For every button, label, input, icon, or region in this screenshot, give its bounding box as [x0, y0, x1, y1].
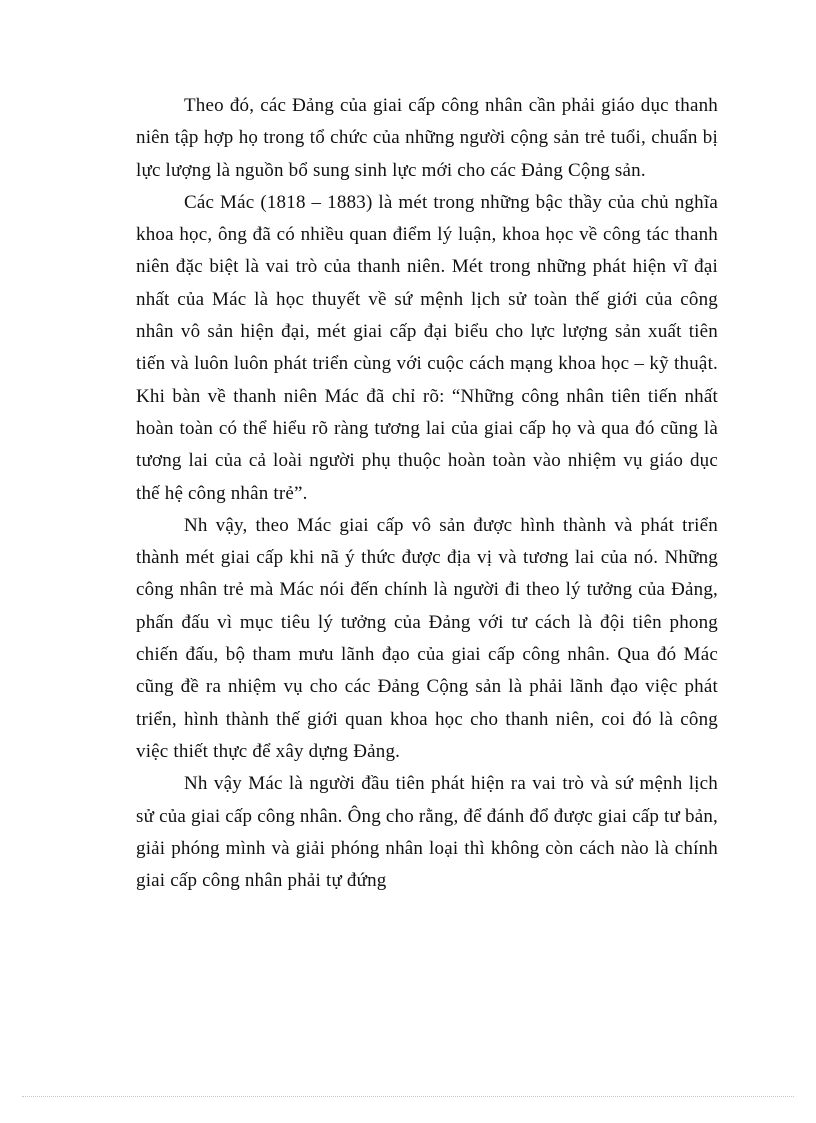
body-text — [136, 90, 718, 897]
footer-divider — [22, 1096, 794, 1097]
paragraph: Nh vậy Mác là người đầu tiên phát hiện ra vai trò và sứ mệnh lịch sử của giai cấp công nhân. Ông cho rằng, để đánh đổ được giai cấp tư bản, giải phóng mình và giải phóng nhân loại thì không còn cách nào là chính giai cấp công nhân phải tự đứng — [136, 773, 718, 892]
paragraph: Theo đó, các Đảng của giai cấp công nhân cần phải giáo dục thanh niên tập hợp họ trong tổ chức của những người cộng sản trẻ tuổi, chuẩn bị lực lượng là nguồn bổ sung sinh lực mới cho các Đảng Cộng sản. — [136, 95, 718, 181]
paragraph: Nh vậy, theo Mác giai cấp vô sản được hình thành và phát triển thành mét giai cấp khi nã ý thức được địa vị và tương lai của nó. Những công nhân trẻ mà Mác nói đến chính là người đi theo lý tưởng của Đảng, phấn đấu vì mục tiêu lý tưởng của Đảng với tư cách là đội tiên phong chiến đấu, bộ tham mưu lãnh đạo của giai cấp công nhân. Qua đó Mác cũng đề ra nhiệm vụ cho các Đảng Cộng sản là phải lãnh đạo việc phát triển, hình thành thế giới quan khoa học cho thanh niên, coi đó là công việc thiết thực để xây dựng Đảng. — [136, 514, 718, 762]
paragraph: Các Mác (1818 – 1883) là mét trong những bậc thầy của chủ nghĩa khoa học, ông đã có nhiều quan điểm lý luận, khoa học về công tác thanh niên đặc biệt là vai trò của thanh niên. Mét trong những phát hiện vĩ đại nhất của Mác là học thuyết về sứ mệnh lịch sử toàn thế giới của công nhân vô sản hiện đại, mét giai cấp đại biểu cho lực lượng sản xuất tiên tiến và luôn luôn phát triển cùng với cuộc cách mạng khoa học – kỹ thuật. Khi bàn về thanh niên Mác đã chỉ rõ: “Những công nhân tiên tiến nhất hoàn toàn có thể hiểu rõ ràng tương lai của giai cấp họ và qua đó cũng là tương lai của cả loài người phụ thuộc hoàn toàn vào nhiệm vụ giáo dục thế hệ công nhân trẻ”. — [136, 191, 718, 504]
